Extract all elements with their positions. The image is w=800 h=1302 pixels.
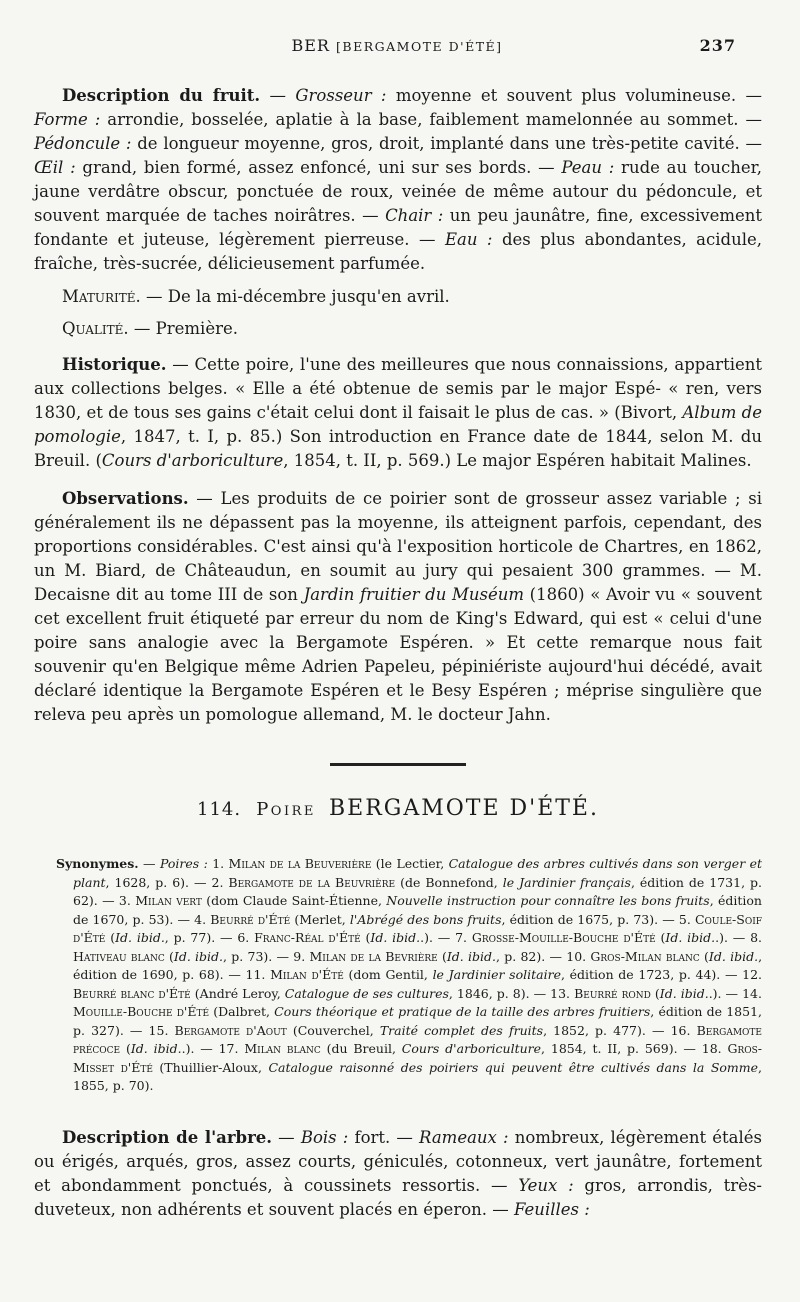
running-title-bracket: [BERGAMOTE D'ÉTÉ]	[336, 39, 503, 54]
page-number: 237	[699, 36, 736, 55]
running-header	[34, 36, 760, 58]
paragraph-description-du-fruit: Description du fruit. — Grosseur : moyenne et souvent plus volumineuse. — Forme : arrondie, bosselée, aplatie à la base, faiblement mamelonnée au sommet. — Pédoncule : de longueur moyenne, gros, droit, implanté dans une très-petite cavité. — Œil : grand, bien formé, assez enfoncé, uni sur ses bords. — Peau : rude au toucher, jaune verdâtre obscur, ponctuée de roux, veinée de même autour du pédoncule, et souvent marquée de taches noirâtres. — Chair : un peu jaunâtre, fine, excessivement fondante et juteuse, légèrement pierreuse. — Eau : des plus abondantes, acidule, fraîche, très-sucrée, délicieusement parfumée.	[34, 86, 763, 273]
paragraph-observations: Observations. — Les produits de ce poirier sont de grosseur assez variable ; si généralement ils ne dépassent pas la moyenne, ils atteignent parfois, cependant, des proportions considérables. C'est ainsi qu'à l'exposition horticole de Chartres, en 1862, un M. Biard, de Châteaudun, en soumit au jury qui pesaient 300 grammes. — M. Decaisne dit au tome III de son Jardin fruitier du Muséum (1860) « Avoir vu « souvent cet excellent fruit étiqueté par erreur du nom de King's Edward, qui est « celui d'une poire sans analogie avec la Bergamote Espéren. » Et cette remarque nous fait souvenir qu'en Belgique même Adrien Papeleu, pépiniériste aujourd'hui décédé, avait déclaré identique la Bergamote Espéren et le Besy Espéren ; méprise singulière que releva peu après un pomologue allemand, M. le docteur Jahn.	[34, 489, 762, 724]
section-title-prefix: Poire	[256, 799, 316, 820]
paragraph-historique: Historique. — Cette poire, l'une des meilleures que nous connaissions, appartient aux collections belges. « Elle a été obtenue de semis par le major Espé- « ren, vers 1830, et de tous ses gains c'était celui dont il faisait le plus de cas. » (Bivort, Album de pomologie, 1847, t. I, p. 85.) Son introduction en France date de 1844, selon M. du Breuil. (Cours d'arboriculture, 1854, t. II, p. 569.) Le major Espéren habitait Malines.	[34, 355, 763, 470]
paragraph-synonymes: Synonymes. — Poires : 1. Milan de la Beuverière (le Lectier, Catalogue des arbres cultivés dans son verger et plant, 1628, p. 6). — 2. Bergamote de la Beuvrière (de Bonnefond, le Jardinier français, édition de 1731, p. 62). — 3. Milan vert (dom Claude Saint-Étienne, Nouvelle instruction pour connaître les bons fruits, édition de 1670, p. 53). — 4. Beurré d'Été (Merlet, l'Abrégé des bons fruits, édition de 1675, p. 73). — 5. Coule-Soif d'Été (Id. ibid., p. 77). — 6. Franc-Réal d'Été (Id. ibid..). — 7. Grosse-Mouille-Bouche d'Été (Id. ibid..). — 8. Hativeau blanc (Id. ibid., p. 73). — 9. Milan de la Bevrière (Id. ibid., p. 82). — 10. Gros-Milan blanc (Id. ibid., édition de 1690, p. 68). — 11. Milan d'Été (dom Gentil, le Jardinier solitaire, édition de 1723, p. 44). — 12. Beurré blanc d'Été (André Leroy, Catalogue de ses cultures, 1846, p. 8). — 13. Beurré rond (Id. ibid..). — 14. Mouille-Bouche d'Été (Dalbret, Cours théorique et pratique de la taille des arbres fruitiers, édition de 1851, p. 327). — 15. Bergamote d'Aout (Couverchel, Traité complet des fruits, 1852, p. 477). — 16. Bergamote précoce (Id. ibid..). — 17. Milan blanc (du Breuil, Cours d'arboriculture, 1854, t. II, p. 569). — 18. Gros-Misset d'Été (Thuillier-Aloux, Catalogue raisonné des poiriers qui peuvent être cultivés dans la Somme, 1855, p. 70).	[56, 856, 763, 1093]
section-title-name: BERGAMOTE D'ÉTÉ.	[328, 796, 599, 821]
paragraph-description-arbre: Description de l'arbre. — Bois : fort. — Rameaux : nombreux, légèrement étalés ou érigés, arqués, gros, assez courts, géniculés, cotonneux, vert jaunâtre, fortement et abondamment ponctués, à coussinets ressortis. — Yeux : gros, arrondis, très-duveteux, non adhérents et souvent placés en éperon. — Feuilles :	[34, 1127, 763, 1219]
section-title	[34, 796, 762, 821]
page-content	[0, 84, 800, 1222]
line-qualite: Qualité. — Première.	[62, 319, 238, 338]
section-title-number: 114.	[197, 799, 242, 820]
running-title	[34, 36, 760, 55]
line-maturite: Maturité. — De la mi-décembre jusqu'en avril.	[62, 287, 450, 306]
running-title-abbrev: BER	[291, 36, 330, 55]
section-divider-rule	[330, 763, 466, 766]
